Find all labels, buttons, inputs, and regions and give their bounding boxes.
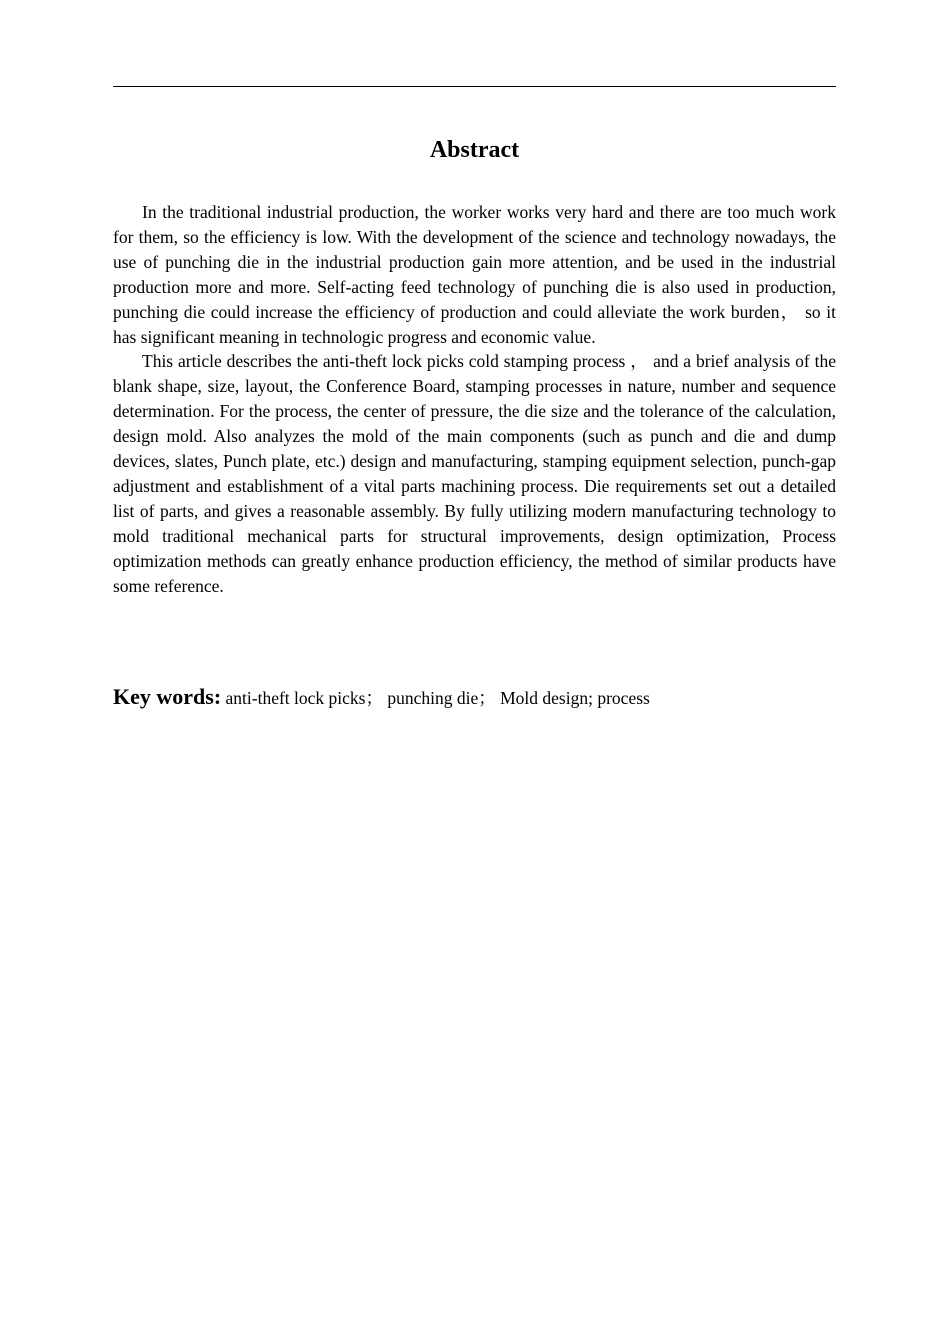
abstract-body — [113, 200, 836, 599]
keywords-label: Key words: — [113, 684, 222, 709]
header-rule — [113, 86, 836, 87]
abstract-paragraph-2: This article describes the anti-theft lock picks cold stamping process ， and a brief analysis of the blank shape, size, layout, the Conference Board, stamping processes in nature, number and sequence determination. For the process, the center of pressure, the die size and the tolerance of the calculation, design mold. Also analyzes the mold of the main components (such as punch and die and dump devices, slates, Punch plate, etc.) design and manufacturing, stamping equipment selection, punch-gap adjustment and establishment of a vital parts machining process. Die requirements set out a detailed list of parts, and gives a reasonable assembly. By fully utilizing modern manufacturing technology to mold traditional mechanical parts for structural improvements, design optimization, Process optimization methods can greatly enhance production efficiency, the method of similar products have some reference. — [113, 351, 836, 596]
keywords-text: anti-theft lock picks； punching die； Mold design; process — [221, 688, 650, 708]
abstract-paragraph-1: In the traditional industrial production, the worker works very hard and there are too much work for them, so the efficiency is low. With the development of the science and technology nowadays, the use of punching die in the industrial production gain more attention, and be used in the industrial production more and more. Self-acting feed technology of punching die is also used in production, punching die could increase the efficiency of production and could alleviate the work burden， so it has significant meaning in technologic progress and economic value. — [113, 202, 836, 347]
keywords-line — [113, 683, 836, 712]
abstract-title: Abstract — [429, 137, 520, 163]
